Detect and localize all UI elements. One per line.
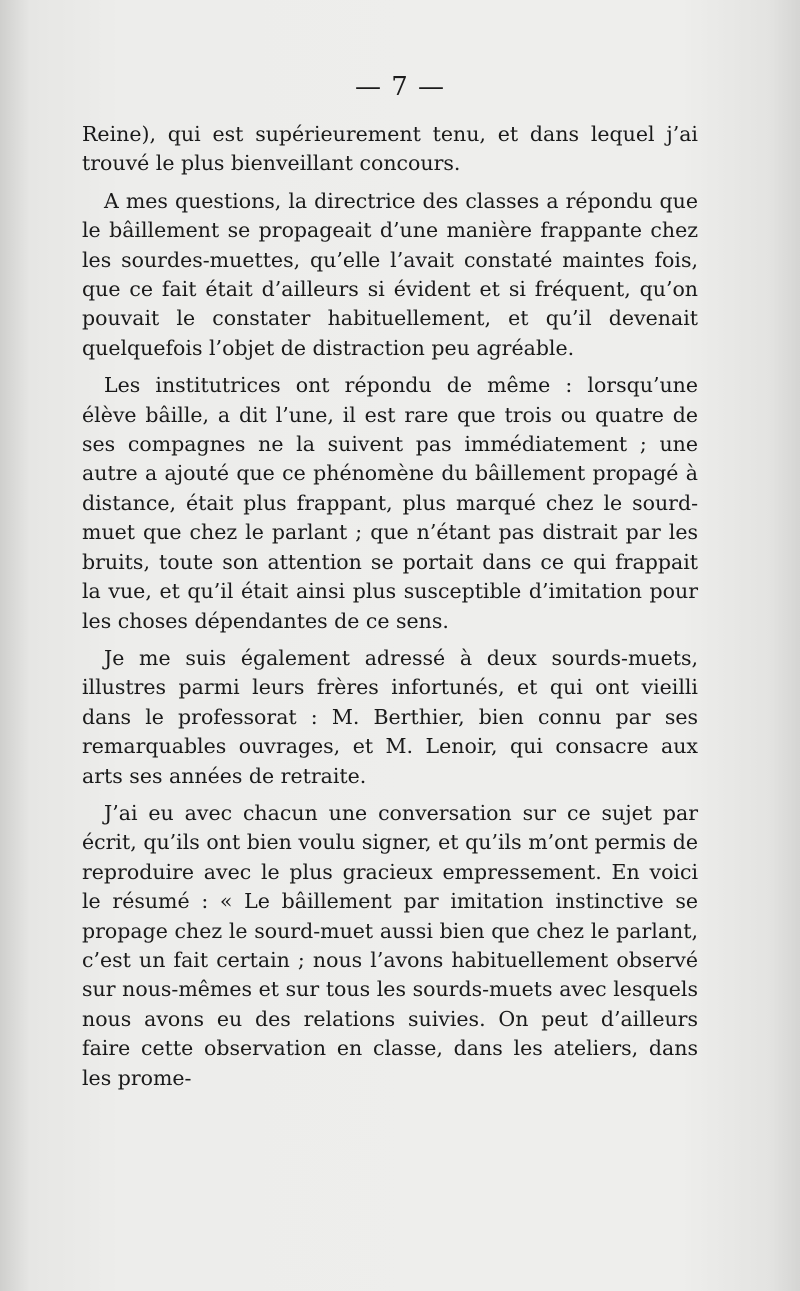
paragraph: Les institutrices ont répondu de même : lorsqu’une élève bâille, a dit l’une, il est rare que trois ou quatre de ses compagnes ne la suivent pas immédiatement ; une autre a ajouté que ce phénomène du bâillement propagé à distance, était plus frappant, plus marqué chez le sourd-muet que chez le parlant ; que n’étant pas distrait par les bruits, toute son attention se portait dans ce qui frappait la vue, et qu’il était ainsi plus susceptible d’imitation pour les choses dépendantes de ce sens. — [82, 373, 698, 633]
paragraph: Reine), qui est supérieurement tenu, et dans lequel j’ai trouvé le plus bienveillant concours. — [82, 122, 698, 176]
body-text — [82, 120, 698, 1093]
paragraph: A mes questions, la directrice des classes a répondu que le bâillement se propageait d’une manière frappante chez les sourdes-muettes, qu’elle l’avait constaté maintes fois, que ce fait était d’ailleurs si évident et si fréquent, qu’on pouvait le constater habituellement, et qu’il devenait quelquefois l’objet de distraction peu agréable. — [82, 188, 698, 360]
page-number: — 7 — — [354, 72, 446, 102]
paragraph: Je me suis également adressé à deux sourds-muets, illustres parmi leurs frères infortunés, et qui ont vieilli dans le professorat : M. Berthier, bien connu par ses remarquables ouvrages, et M. Lenoir, qui consacre aux arts ses années de retraite. — [82, 645, 698, 788]
paragraph: J’ai eu avec chacun une conversation sur ce sujet par écrit, qu’ils ont bien voulu signer, et qu’ils m’ont permis de reproduire avec le plus gracieux empressement. En voici le résumé : « Le bâillement par imitation instinctive se propage chez le sourd-muet aussi bien que chez le parlant, c’est un fait certain ; nous l’avons habituellement observé sur nous-mêmes et sur tous les sourds-muets avec lesquels nous avons eu des relations suivies. On peut d’ailleurs faire cette observation en classe, dans les ateliers, dans les prome- — [82, 800, 698, 1090]
